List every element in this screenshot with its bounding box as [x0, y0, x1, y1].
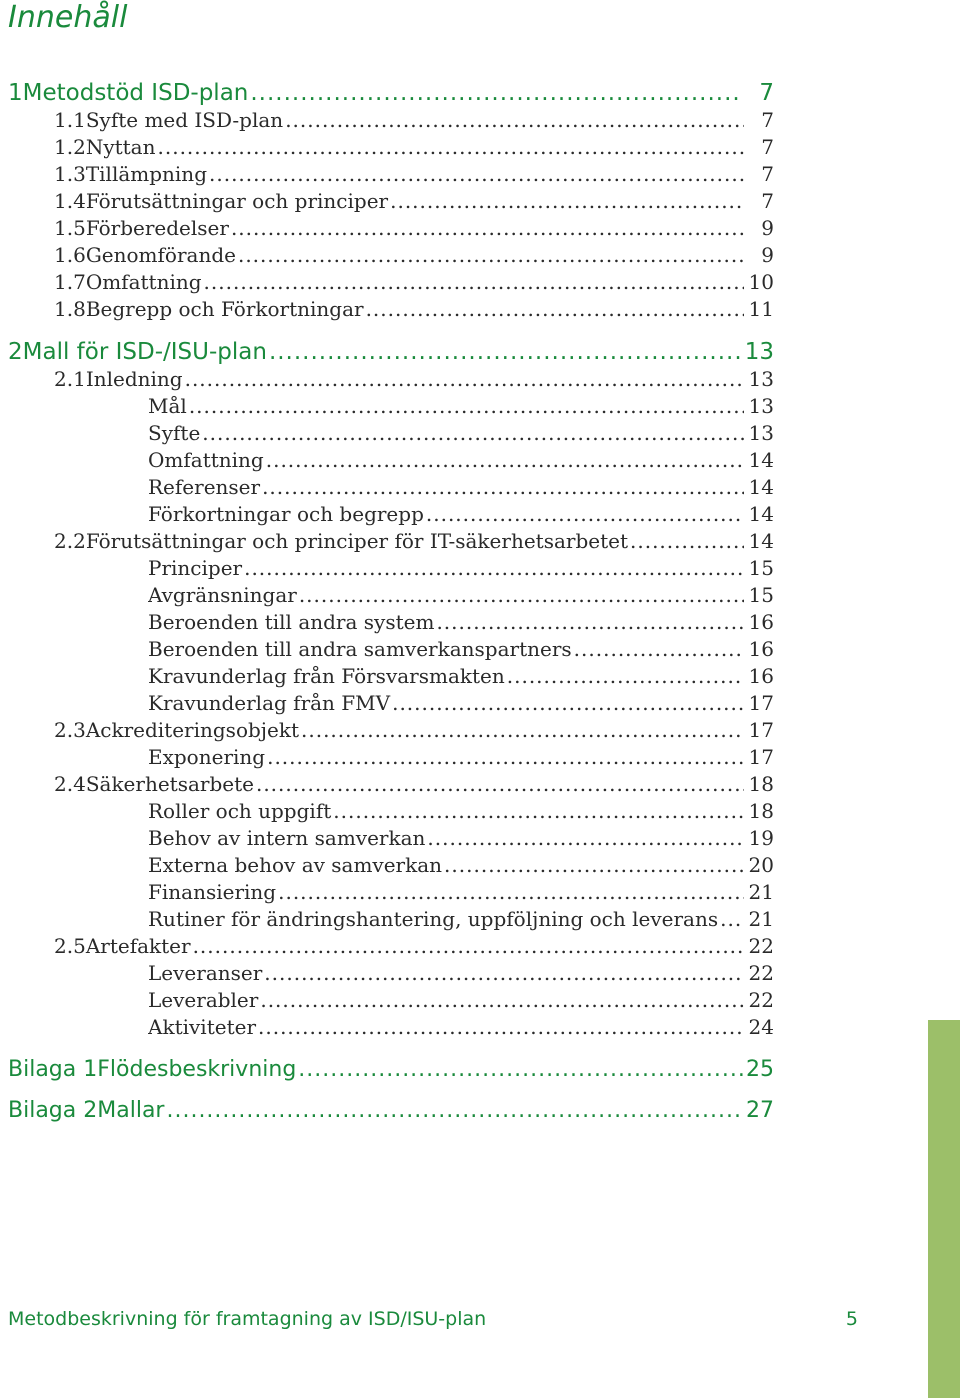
toc-entry-title: Kravunderlag från Försvarsmakten — [148, 664, 505, 688]
toc-entry[interactable] — [54, 108, 774, 138]
toc-leader-dots — [250, 80, 742, 106]
toc-entry-number: 1 — [8, 80, 23, 106]
toc-entry-page: 20 — [748, 853, 774, 877]
toc-entry[interactable] — [148, 826, 774, 856]
toc-entry-page: 14 — [748, 448, 774, 472]
page-title: Innehåll — [8, 0, 128, 35]
toc-entry[interactable] — [148, 853, 774, 883]
toc-entry-page: 13 — [744, 339, 774, 365]
footer-page-number: 5 — [845, 1308, 858, 1330]
toc-leader-dots — [392, 691, 744, 715]
toc-entry-number: Bilaga 2 — [8, 1098, 98, 1123]
toc-entry-title: Omfattning — [148, 448, 264, 472]
toc-entry-title: Ackrediteringsobjekt — [85, 718, 299, 742]
toc-entry-title: Finansiering — [148, 880, 277, 904]
toc-entry[interactable] — [148, 745, 774, 775]
toc-leader-dots — [260, 988, 744, 1012]
toc-entry[interactable] — [54, 297, 774, 327]
toc-entry-title: Inledning — [85, 367, 183, 391]
toc-entry[interactable] — [54, 189, 774, 219]
toc-leader-dots — [436, 610, 744, 634]
toc-entry-page: 13 — [748, 421, 774, 445]
toc-entry-page: 7 — [761, 162, 774, 186]
toc-entry[interactable] — [148, 448, 774, 478]
toc-entry-title: Syfte — [148, 421, 201, 445]
toc-entry-title: Begrepp och Förkortningar — [85, 297, 364, 321]
toc-entry-number: 1.5 — [54, 216, 86, 240]
toc-entry-number: 2.1 — [54, 367, 86, 391]
toc-entry-page: 7 — [761, 135, 774, 159]
toc-entry-number: 1.3 — [54, 162, 86, 186]
toc-entry[interactable] — [148, 421, 774, 451]
toc-leader-dots — [299, 583, 744, 607]
toc-entry-title: Säkerhetsarbete — [85, 772, 254, 796]
toc-entry-number: 1.2 — [54, 135, 86, 159]
toc-entry-number: 2.2 — [54, 529, 86, 553]
toc-entry[interactable] — [54, 135, 774, 165]
toc-entry[interactable] — [148, 961, 774, 991]
toc-entry-title: Nyttan — [85, 135, 156, 159]
toc-entry-title: Syfte med ISD-plan — [85, 108, 284, 132]
toc-leader-dots — [301, 718, 744, 742]
toc-entry[interactable] — [54, 162, 774, 192]
toc-leader-dots — [266, 448, 744, 472]
toc-entry-title: Mallar — [97, 1098, 165, 1123]
toc-entry[interactable] — [148, 394, 774, 424]
toc-entry[interactable] — [54, 934, 774, 964]
toc-entry-number: 1.7 — [54, 270, 86, 294]
toc-entry-title: Mall för ISD-/ISU-plan — [22, 339, 267, 365]
toc-entry-page: 14 — [748, 529, 774, 553]
toc-entry-title: Metodstöd ISD-plan — [22, 80, 249, 106]
toc-entry-page: 17 — [748, 691, 774, 715]
toc-entry-number: 1.6 — [54, 243, 86, 267]
toc-entry[interactable] — [54, 718, 774, 748]
toc-entry-page: 7 — [761, 189, 774, 213]
toc-entry-title: Leveranser — [148, 961, 263, 985]
toc-entry[interactable] — [148, 1015, 774, 1045]
toc-entry-page: 9 — [761, 216, 774, 240]
toc-entry-title: Exponering — [148, 745, 266, 769]
toc-leader-dots — [185, 367, 744, 391]
toc-leader-dots — [298, 1057, 744, 1082]
toc-entry-title: Förberedelser — [85, 216, 229, 240]
toc-entry[interactable] — [148, 799, 774, 829]
toc-entry[interactable] — [54, 243, 774, 273]
toc-leader-dots — [204, 270, 744, 294]
toc-leader-dots — [189, 394, 744, 418]
toc-leader-dots — [426, 502, 744, 526]
toc-entry-number: Bilaga 1 — [8, 1057, 98, 1082]
side-color-bar — [928, 1020, 960, 1398]
toc-entry-page: 10 — [748, 270, 774, 294]
toc-entry-page: 7 — [759, 80, 774, 106]
toc-leader-dots — [193, 934, 744, 958]
toc-entry-page: 9 — [761, 243, 774, 267]
toc-entry-title: Förutsättningar och principer — [85, 189, 389, 213]
toc-entry-number: 2.4 — [54, 772, 86, 796]
toc-leader-dots — [278, 880, 744, 904]
toc-entry[interactable] — [54, 270, 774, 300]
toc-entry-title: Behov av intern samverkan — [148, 826, 426, 850]
toc-leader-dots — [244, 556, 744, 580]
toc-entry-title: Aktiviteter — [148, 1015, 256, 1039]
toc-entry-title: Avgränsningar — [148, 583, 297, 607]
toc-entry-page: 22 — [748, 961, 774, 985]
toc-leader-dots — [256, 772, 744, 796]
toc-entry-number: 2.5 — [54, 934, 86, 958]
toc-entry[interactable] — [148, 583, 774, 613]
toc-entry-number: 2 — [8, 339, 23, 365]
toc-leader-dots — [264, 961, 744, 985]
toc-leader-dots — [238, 243, 744, 267]
toc-leader-dots — [390, 189, 744, 213]
toc-entry-title: Leverabler — [148, 988, 259, 1012]
toc-entry-page: 18 — [748, 772, 774, 796]
toc-entry-page: 13 — [748, 367, 774, 391]
toc-entry-title: Kravunderlag från FMV — [148, 691, 391, 715]
toc-leader-dots — [366, 297, 744, 321]
toc-entry[interactable] — [54, 367, 774, 397]
toc-entry-title: Förutsättningar och principer för IT-säkerhetsarbetet — [85, 529, 628, 553]
toc-entry[interactable] — [148, 988, 774, 1018]
toc-entry[interactable] — [8, 339, 774, 369]
toc-entry-title: Omfattning — [85, 270, 202, 294]
toc-entry-title: Referenser — [148, 475, 261, 499]
toc-entry-page: 13 — [748, 394, 774, 418]
toc-entry-page: 15 — [748, 583, 774, 607]
toc-entry-page: 17 — [748, 745, 774, 769]
toc-leader-dots — [258, 1015, 744, 1039]
toc-entry-number: 1.1 — [54, 108, 86, 132]
toc-leader-dots — [427, 826, 744, 850]
toc-leader-dots — [166, 1098, 744, 1123]
toc-entry-page: 24 — [748, 1015, 774, 1039]
toc-entry-title: Förkortningar och begrepp — [148, 502, 424, 526]
toc-leader-dots — [630, 529, 744, 553]
toc-entry-title: Tillämpning — [85, 162, 207, 186]
toc-entry[interactable] — [148, 610, 774, 640]
toc-leader-dots — [507, 664, 744, 688]
toc-entry-title: Genomförande — [85, 243, 236, 267]
toc-entry[interactable] — [148, 880, 774, 910]
toc-leader-dots — [209, 162, 744, 186]
toc-entry-title: Beroenden till andra system — [148, 610, 435, 634]
toc-entry[interactable] — [148, 502, 774, 532]
toc-entry-page: 22 — [748, 934, 774, 958]
toc-leader-dots — [333, 799, 744, 823]
toc-entry-number: 1.8 — [54, 297, 86, 321]
toc-leader-dots — [720, 907, 744, 931]
toc-entry-page: 14 — [748, 502, 774, 526]
toc-entry-page: 16 — [748, 637, 774, 661]
toc-leader-dots — [285, 108, 744, 132]
toc-entry[interactable] — [148, 907, 774, 937]
toc-entry[interactable] — [148, 664, 774, 694]
toc-entry[interactable] — [54, 529, 774, 559]
toc-entry[interactable] — [148, 637, 774, 667]
toc-entry-page: 19 — [748, 826, 774, 850]
toc-entry-title: Mål — [148, 394, 187, 418]
toc-entry[interactable] — [8, 80, 774, 110]
toc-entry-title: Principer — [148, 556, 243, 580]
toc-leader-dots — [158, 135, 745, 159]
toc-entry-page: 15 — [748, 556, 774, 580]
toc-entry-page: 21 — [748, 880, 774, 904]
toc-leader-dots — [574, 637, 744, 661]
toc-entry-page: 27 — [746, 1098, 774, 1123]
toc-entry-number: 2.3 — [54, 718, 86, 742]
toc-entry-page: 7 — [761, 108, 774, 132]
page-footer — [8, 1308, 858, 1330]
toc-entry-title: Roller och uppgift — [148, 799, 332, 823]
toc-entry-page: 22 — [748, 988, 774, 1012]
toc-entry-page: 16 — [748, 610, 774, 634]
toc-entry-page: 18 — [748, 799, 774, 823]
toc-entry[interactable] — [8, 1057, 774, 1087]
toc-leader-dots — [267, 745, 744, 769]
toc-entry-page: 14 — [748, 475, 774, 499]
toc-entry[interactable] — [8, 1098, 774, 1128]
toc-entry-title: Rutiner för ändringshantering, uppföljning och leverans — [148, 907, 719, 931]
toc-entry[interactable] — [148, 691, 774, 721]
toc-entry-title: Artefakter — [85, 934, 191, 958]
toc-entry-page: 21 — [748, 907, 774, 931]
toc-entry-page: 16 — [748, 664, 774, 688]
toc-leader-dots — [231, 216, 744, 240]
toc-entry-title: Externa behov av samverkan — [148, 853, 443, 877]
toc-leader-dots — [262, 475, 744, 499]
toc-entry-page: 17 — [748, 718, 774, 742]
footer-title: Metodbeskrivning för framtagning av ISD/ISU-plan — [8, 1308, 487, 1330]
toc-entry[interactable] — [54, 216, 774, 246]
toc-entry[interactable] — [54, 772, 774, 802]
toc-entry[interactable] — [148, 556, 774, 586]
toc-leader-dots — [269, 339, 742, 365]
toc-entry-page: 25 — [746, 1057, 774, 1082]
toc-entry-title: Beroenden till andra samverkanspartners — [148, 637, 572, 661]
toc-entry-number: 1.4 — [54, 189, 86, 213]
toc-entry-title: Flödesbeskrivning — [97, 1057, 297, 1082]
toc-entry-page: 11 — [748, 297, 774, 321]
toc-leader-dots — [444, 853, 744, 877]
toc-entry[interactable] — [148, 475, 774, 505]
toc-leader-dots — [202, 421, 744, 445]
